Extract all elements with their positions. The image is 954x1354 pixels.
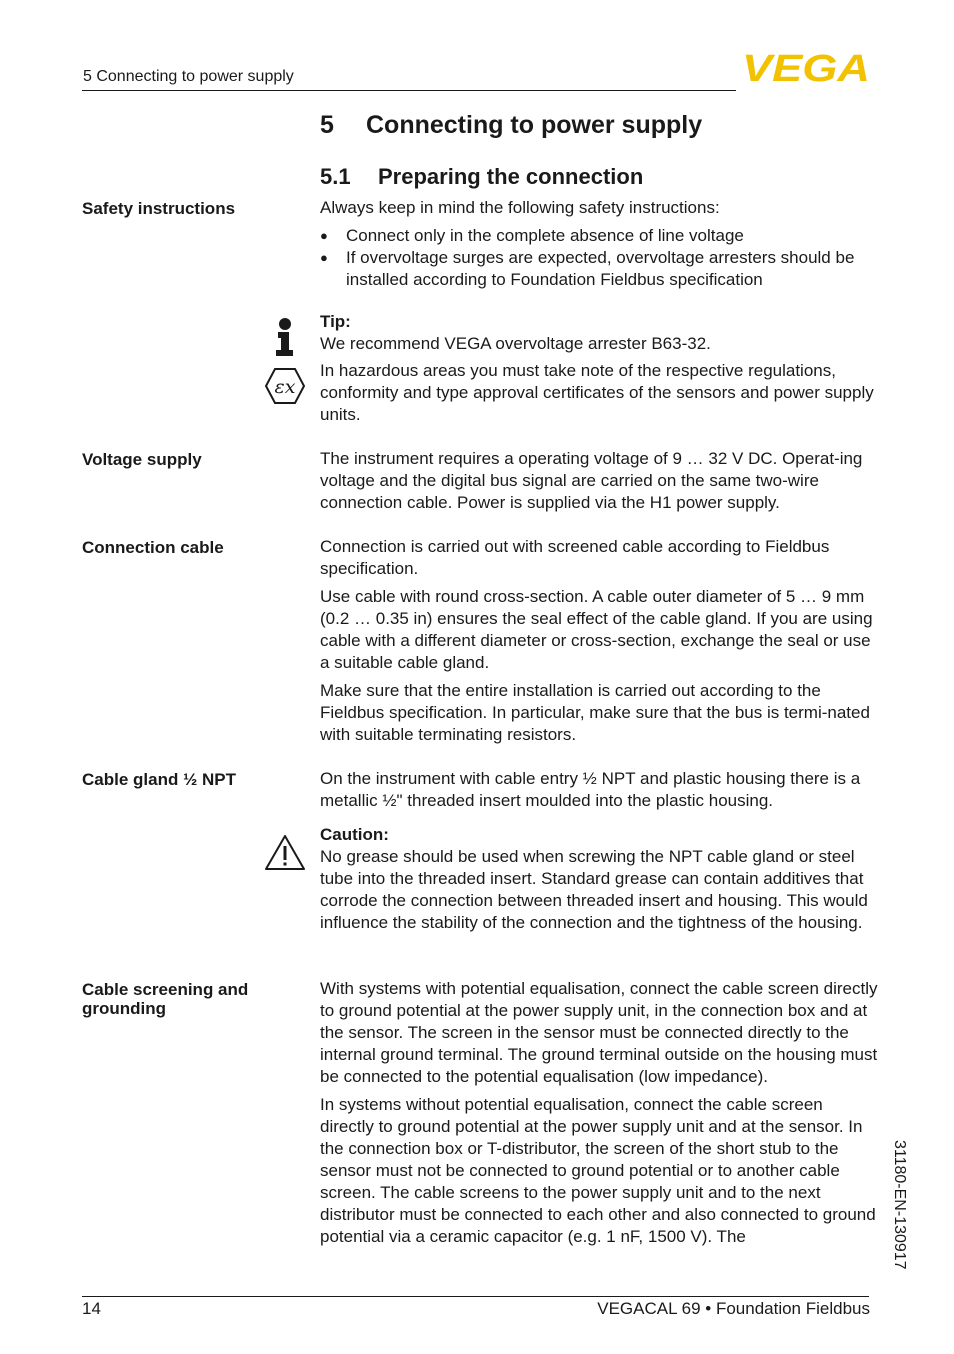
voltage-text: The instrument requires a operating voltage of 9 … 32 V DC. Operat-ing voltage and the digital bus signal are carried on the same two-wire connection cable. Power is supplied via the H1 power supply. [320,449,863,512]
warning-icon [264,834,306,872]
section-title: Preparing the connection [378,164,644,189]
footer-rule [82,1296,869,1297]
logo-text: VEGA [742,52,870,84]
gland-label: Cable gland ½ NPT [82,770,236,789]
safety-intro: Always keep in mind the following safety instructions: [320,198,720,217]
info-icon [272,317,298,357]
tip-label: Tip: [320,312,351,331]
safety-block [320,197,880,291]
chapter-number: 5 [320,111,334,139]
page-number: 14 [82,1299,101,1318]
caution-label: Caution: [320,825,389,844]
safety-list [320,225,880,291]
ex-text: In hazardous areas you must take note of the respective regulations, conformity and type approval certificates of the sensors and power supply units. [320,361,874,424]
header-rule [82,90,736,91]
chapter-title: Connecting to power supply [366,111,703,139]
section-heading [320,164,643,190]
svg-text:εx: εx [274,376,296,398]
cable-block [320,536,880,746]
vega-logo [742,52,872,89]
caution-block [320,824,880,934]
list-item: ● If overvoltage surges are expected, overvoltage arresters should be installed according to Foundation Fieldbus specification [320,247,880,291]
safety-label: Safety instructions [82,199,236,218]
document-number: 31180-EN-130917 [891,1140,908,1270]
running-header: 5 Connecting to power supply [83,68,294,85]
screening-block [320,978,880,1248]
screening-paragraph: In systems without potential equalisation, connect the cable screen directly to ground potential at the power supply unit and at the sensor. In the connection box or T-distributor, the screen of the short stub to the sensor must not be connected to ground potential or to another cable screen. The cable screens to the power supply unit and to the next distributor must be connected to each other and also connected to ground potential via a ceramic capacitor (e.g. 1 nF, 1500 V). The [320,1095,876,1246]
cable-paragraph: Make sure that the entire installation is carried out according to the Fieldbus specification. In particular, make sure that the bus is termi-nated with suitable terminating resistors. [320,681,870,744]
caution-text: No grease should be used when screwing the NPT cable gland or steel tube into the threaded insert. Standard grease can contain additives that corrode the connection between threaded insert and housing. This would influence the stability of the connection and the tightness of the housing. [320,847,868,932]
tip-text: We recommend VEGA overvoltage arrester B63-32. [320,334,711,353]
chapter-heading [320,111,702,140]
gland-text: On the instrument with cable entry ½ NPT and plastic housing there is a metallic ½" threaded insert moulded into the plastic housing. [320,769,861,810]
voltage-label: Voltage supply [82,450,202,469]
screening-paragraph: With systems with potential equalisation, connect the cable screen directly to ground potential at the power supply unit, in the connection box and at the sensor. The screen in the sensor must be connected directly to the internal ground terminal. The ground terminal outside on the housing must be connected to the potential equalisation (low impedance). [320,979,878,1086]
cable-paragraph: Use cable with round cross-section. A cable outer diameter of 5 … 9 mm (0.2 … 0.35 in) ensures the seal effect of the cable gland. If you are using cable with a different diameter or cross-section, exchange the seal or use a suitable cable gland. [320,587,873,672]
ex-hazard-icon [264,367,306,405]
screening-label: Cable screening and grounding [82,980,249,1018]
cable-paragraph: Connection is carried out with screened cable according to Fieldbus specification. [320,537,830,578]
list-item: ● Connect only in the complete absence of line voltage [320,225,880,247]
footer-product: VEGACAL 69 • Foundation Fieldbus [597,1299,870,1318]
tip-block [320,311,880,355]
section-number: 5.1 [320,164,351,189]
cable-label: Connection cable [82,538,224,557]
